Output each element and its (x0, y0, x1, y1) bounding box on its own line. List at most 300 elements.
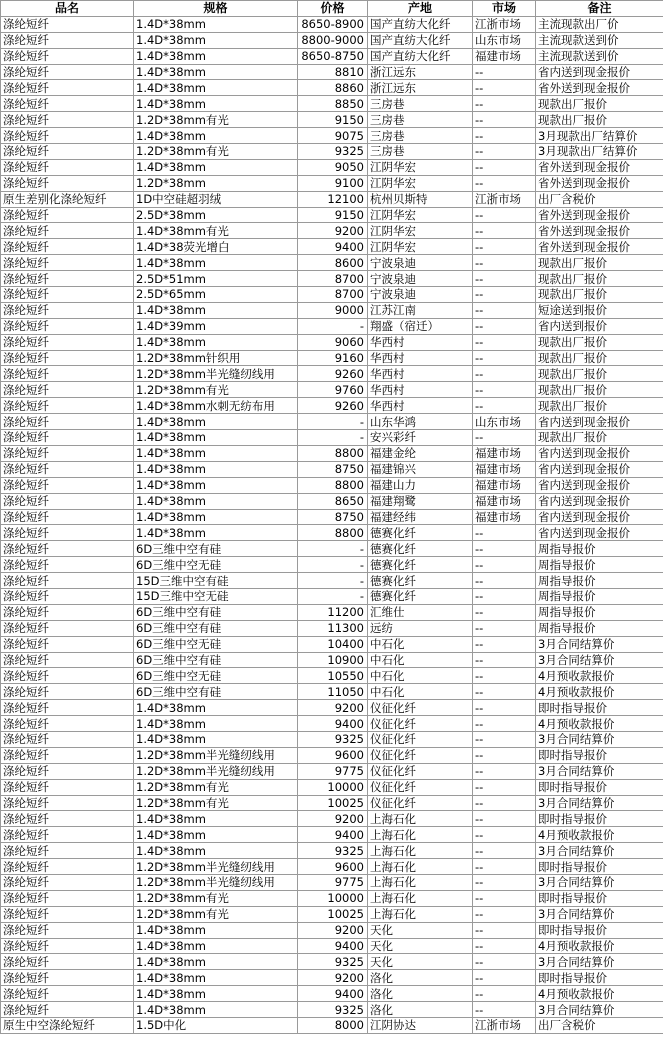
cell-market: -- (473, 588, 536, 604)
table-row (1, 382, 663, 398)
cell-price: 8800-9000 (298, 32, 368, 48)
cell-origin: 仪征化纤 (368, 779, 473, 795)
cell-origin: 三房巷 (368, 96, 473, 112)
cell-price: - (298, 414, 368, 430)
table-row (1, 684, 663, 700)
cell-remark: 3月合同结算价 (536, 636, 663, 652)
cell-price: 10900 (298, 652, 368, 668)
cell-product-name: 涤纶短纤 (1, 620, 134, 636)
cell-origin: 上海石化 (368, 906, 473, 922)
cell-remark: 现款出厂报价 (536, 255, 663, 271)
cell-remark: 省外送到现金报价 (536, 175, 663, 191)
cell-origin: 福建经纬 (368, 509, 473, 525)
cell-remark: 即时指导报价 (536, 747, 663, 763)
cell-price: 9400 (298, 827, 368, 843)
cell-remark: 主流现款送到价 (536, 48, 663, 64)
cell-spec: 1.2D*38mm半光缝纫线用 (134, 859, 298, 875)
cell-product-name: 涤纶短纤 (1, 334, 134, 350)
table-row (1, 890, 663, 906)
cell-market: -- (473, 795, 536, 811)
cell-spec: 1.4D*38mm (134, 255, 298, 271)
cell-remark: 3月合同结算价 (536, 731, 663, 747)
table-row (1, 668, 663, 684)
cell-remark: 省内送到现金报价 (536, 64, 663, 80)
table-body (1, 16, 663, 1033)
cell-product-name: 涤纶短纤 (1, 223, 134, 239)
cell-product-name: 涤纶短纤 (1, 906, 134, 922)
cell-market: -- (473, 271, 536, 287)
cell-origin: 远纺 (368, 620, 473, 636)
cell-product-name: 涤纶短纤 (1, 604, 134, 620)
header-row (1, 1, 663, 17)
cell-origin: 上海石化 (368, 874, 473, 890)
cell-market: -- (473, 954, 536, 970)
cell-market: -- (473, 747, 536, 763)
cell-price: 12100 (298, 191, 368, 207)
cell-market: -- (473, 366, 536, 382)
table-row (1, 700, 663, 716)
table-row (1, 827, 663, 843)
cell-price: 9160 (298, 350, 368, 366)
cell-price: 9325 (298, 144, 368, 160)
cell-market: -- (473, 890, 536, 906)
table-row (1, 843, 663, 859)
cell-market: 福建市场 (473, 477, 536, 493)
cell-price: 9600 (298, 859, 368, 875)
table-row (1, 191, 663, 207)
cell-product-name: 涤纶短纤 (1, 874, 134, 890)
cell-spec: 1.2D*38mm有光 (134, 112, 298, 128)
cell-remark: 4月预收款报价 (536, 716, 663, 732)
cell-origin: 国产直纺大化纤 (368, 16, 473, 32)
table-row (1, 318, 663, 334)
cell-product-name: 涤纶短纤 (1, 144, 134, 160)
cell-spec: 1.4D*38mm (134, 843, 298, 859)
cell-origin: 洛化 (368, 1002, 473, 1018)
table-row (1, 588, 663, 604)
cell-spec: 1.4D*38mm (134, 128, 298, 144)
cell-origin: 浙江远东 (368, 64, 473, 80)
cell-market: 福建市场 (473, 509, 536, 525)
cell-remark: 现款出厂报价 (536, 112, 663, 128)
cell-price: 11050 (298, 684, 368, 700)
cell-market: -- (473, 779, 536, 795)
cell-remark: 短途送到报价 (536, 302, 663, 318)
cell-market: -- (473, 604, 536, 620)
table-row (1, 731, 663, 747)
cell-origin: 德赛化纤 (368, 573, 473, 589)
cell-product-name: 涤纶短纤 (1, 938, 134, 954)
cell-market: -- (473, 970, 536, 986)
table-row (1, 922, 663, 938)
cell-market: -- (473, 986, 536, 1002)
table-row (1, 366, 663, 382)
cell-price: 9200 (298, 700, 368, 716)
cell-remark: 省外送到现金报价 (536, 223, 663, 239)
cell-spec: 1.2D*38mm (134, 175, 298, 191)
table-row (1, 64, 663, 80)
table-row (1, 302, 663, 318)
cell-product-name: 涤纶短纤 (1, 541, 134, 557)
cell-product-name: 涤纶短纤 (1, 509, 134, 525)
table-row (1, 1002, 663, 1018)
cell-product-name: 涤纶短纤 (1, 668, 134, 684)
table-row (1, 859, 663, 875)
cell-origin: 天化 (368, 954, 473, 970)
cell-origin: 宁波泉迪 (368, 271, 473, 287)
table-row (1, 716, 663, 732)
table-row (1, 747, 663, 763)
cell-product-name: 涤纶短纤 (1, 318, 134, 334)
cell-price: 9400 (298, 986, 368, 1002)
cell-product-name: 涤纶短纤 (1, 700, 134, 716)
cell-remark: 即时指导报价 (536, 890, 663, 906)
table-row (1, 112, 663, 128)
cell-origin: 中石化 (368, 668, 473, 684)
cell-price: 8810 (298, 64, 368, 80)
cell-market: -- (473, 620, 536, 636)
cell-market: -- (473, 843, 536, 859)
cell-market: -- (473, 334, 536, 350)
cell-spec: 1.4D*38mm (134, 986, 298, 1002)
cell-market: -- (473, 112, 536, 128)
cell-market: -- (473, 223, 536, 239)
cell-remark: 4月预收款报价 (536, 986, 663, 1002)
cell-origin: 德赛化纤 (368, 588, 473, 604)
cell-spec: 1.2D*38mm有光 (134, 890, 298, 906)
cell-origin: 三房巷 (368, 144, 473, 160)
cell-price: 10025 (298, 906, 368, 922)
cell-product-name: 涤纶短纤 (1, 811, 134, 827)
cell-product-name: 涤纶短纤 (1, 652, 134, 668)
cell-spec: 6D三维中空无硅 (134, 557, 298, 573)
cell-spec: 1.4D*38mm (134, 938, 298, 954)
cell-market: 福建市场 (473, 493, 536, 509)
cell-spec: 1.4D*38mm (134, 414, 298, 430)
cell-price: 9050 (298, 159, 368, 175)
table-row (1, 604, 663, 620)
cell-price: - (298, 588, 368, 604)
cell-origin: 汇维仕 (368, 604, 473, 620)
cell-remark: 省外送到现金报价 (536, 159, 663, 175)
cell-market: -- (473, 731, 536, 747)
cell-remark: 3月合同结算价 (536, 763, 663, 779)
cell-price: 8800 (298, 525, 368, 541)
cell-spec: 1.2D*38mm有光 (134, 144, 298, 160)
cell-price: 9325 (298, 954, 368, 970)
cell-product-name: 涤纶短纤 (1, 1002, 134, 1018)
cell-product-name: 涤纶短纤 (1, 445, 134, 461)
cell-spec: 1.4D*38mm (134, 509, 298, 525)
cell-market: -- (473, 763, 536, 779)
cell-spec: 1.4D*38mm (134, 1002, 298, 1018)
table-row (1, 207, 663, 223)
cell-market: -- (473, 175, 536, 191)
cell-spec: 1.4D*38mm (134, 811, 298, 827)
cell-spec: 1.4D*39mm (134, 318, 298, 334)
cell-origin: 国产直纺大化纤 (368, 48, 473, 64)
cell-price: 8850 (298, 96, 368, 112)
cell-spec: 15D三维中空有硅 (134, 573, 298, 589)
cell-spec: 1.5D中化 (134, 1018, 298, 1034)
cell-spec: 1.4D*38mm (134, 32, 298, 48)
cell-product-name: 涤纶短纤 (1, 112, 134, 128)
cell-remark: 省内送到报价 (536, 318, 663, 334)
table-row (1, 795, 663, 811)
cell-market: -- (473, 128, 536, 144)
cell-product-name: 涤纶短纤 (1, 573, 134, 589)
cell-spec: 1.4D*38mm (134, 970, 298, 986)
cell-price: - (298, 430, 368, 446)
cell-origin: 江阴华宏 (368, 239, 473, 255)
cell-spec: 1.4D*38mm水刺无纺布用 (134, 398, 298, 414)
cell-spec: 1.2D*38mm有光 (134, 795, 298, 811)
cell-market: 江浙市场 (473, 16, 536, 32)
table-row (1, 970, 663, 986)
cell-remark: 周指导报价 (536, 557, 663, 573)
cell-origin: 浙江远东 (368, 80, 473, 96)
table-row (1, 779, 663, 795)
cell-spec: 1.4D*38mm (134, 80, 298, 96)
cell-origin: 宁波泉迪 (368, 255, 473, 271)
cell-price: 9150 (298, 112, 368, 128)
cell-origin: 华西村 (368, 350, 473, 366)
cell-product-name: 涤纶短纤 (1, 747, 134, 763)
table-row (1, 541, 663, 557)
cell-price: 9200 (298, 970, 368, 986)
cell-price: 9325 (298, 1002, 368, 1018)
header-market: 市场 (473, 1, 536, 17)
cell-origin: 华西村 (368, 398, 473, 414)
cell-origin: 国产直纺大化纤 (368, 32, 473, 48)
table-row (1, 763, 663, 779)
table-row (1, 223, 663, 239)
cell-price: - (298, 573, 368, 589)
cell-remark: 省内送到现金报价 (536, 445, 663, 461)
cell-price: 9400 (298, 938, 368, 954)
table-row (1, 636, 663, 652)
cell-market: -- (473, 938, 536, 954)
cell-price: 11200 (298, 604, 368, 620)
table-row (1, 874, 663, 890)
cell-origin: 仪征化纤 (368, 716, 473, 732)
cell-remark: 周指导报价 (536, 604, 663, 620)
cell-origin: 上海石化 (368, 827, 473, 843)
cell-product-name: 涤纶短纤 (1, 636, 134, 652)
cell-origin: 翔盛（宿迁） (368, 318, 473, 334)
cell-remark: 即时指导报价 (536, 859, 663, 875)
cell-remark: 省内送到现金报价 (536, 525, 663, 541)
cell-market: -- (473, 1002, 536, 1018)
cell-price: 9400 (298, 716, 368, 732)
cell-product-name: 涤纶短纤 (1, 64, 134, 80)
table-row (1, 477, 663, 493)
cell-market: -- (473, 255, 536, 271)
cell-spec: 1.4D*38mm (134, 954, 298, 970)
cell-market: -- (473, 541, 536, 557)
cell-market: -- (473, 318, 536, 334)
cell-spec: 1.4D*38mm (134, 922, 298, 938)
cell-price: 9325 (298, 731, 368, 747)
cell-product-name: 涤纶短纤 (1, 16, 134, 32)
cell-product-name: 涤纶短纤 (1, 366, 134, 382)
header-price: 价格 (298, 1, 368, 17)
cell-market: -- (473, 716, 536, 732)
table-row (1, 414, 663, 430)
cell-market: 山东市场 (473, 414, 536, 430)
header-remark: 备注 (536, 1, 663, 17)
table-row (1, 96, 663, 112)
cell-origin: 德赛化纤 (368, 541, 473, 557)
table-row (1, 175, 663, 191)
cell-market: -- (473, 144, 536, 160)
cell-remark: 现款出厂报价 (536, 382, 663, 398)
cell-market: -- (473, 636, 536, 652)
cell-origin: 仪征化纤 (368, 747, 473, 763)
cell-remark: 现款出厂报价 (536, 96, 663, 112)
cell-price: 9260 (298, 366, 368, 382)
cell-product-name: 涤纶短纤 (1, 287, 134, 303)
cell-remark: 出厂含税价 (536, 1018, 663, 1034)
cell-spec: 1.4D*38mm (134, 716, 298, 732)
cell-remark: 主流现款送到价 (536, 32, 663, 48)
cell-spec: 1.4D*38mm (134, 700, 298, 716)
cell-price: 9100 (298, 175, 368, 191)
cell-product-name: 涤纶短纤 (1, 350, 134, 366)
cell-product-name: 涤纶短纤 (1, 763, 134, 779)
cell-origin: 福建山力 (368, 477, 473, 493)
cell-origin: 福建金纶 (368, 445, 473, 461)
cell-market: -- (473, 668, 536, 684)
cell-price: 9200 (298, 922, 368, 938)
cell-market: 福建市场 (473, 445, 536, 461)
cell-remark: 4月预收款报价 (536, 668, 663, 684)
cell-spec: 2.5D*38mm (134, 207, 298, 223)
table-row (1, 80, 663, 96)
cell-market: 山东市场 (473, 32, 536, 48)
cell-product-name: 涤纶短纤 (1, 795, 134, 811)
table-row (1, 350, 663, 366)
table-row (1, 398, 663, 414)
cell-price: 9600 (298, 747, 368, 763)
cell-market: -- (473, 525, 536, 541)
cell-remark: 省内送到现金报价 (536, 477, 663, 493)
table-row (1, 493, 663, 509)
cell-product-name: 涤纶短纤 (1, 159, 134, 175)
cell-origin: 仪征化纤 (368, 731, 473, 747)
cell-market: -- (473, 922, 536, 938)
cell-origin: 天化 (368, 938, 473, 954)
cell-remark: 现款出厂报价 (536, 287, 663, 303)
cell-remark: 省内送到现金报价 (536, 493, 663, 509)
cell-product-name: 涤纶短纤 (1, 271, 134, 287)
cell-origin: 福建锦兴 (368, 461, 473, 477)
cell-spec: 1.2D*38mm半光缝纫线用 (134, 366, 298, 382)
table-row (1, 445, 663, 461)
cell-product-name: 涤纶短纤 (1, 207, 134, 223)
cell-price: 9400 (298, 239, 368, 255)
cell-price: 10550 (298, 668, 368, 684)
cell-product-name: 涤纶短纤 (1, 302, 134, 318)
cell-market: -- (473, 64, 536, 80)
cell-market: -- (473, 159, 536, 175)
cell-price: 8800 (298, 445, 368, 461)
cell-product-name: 涤纶短纤 (1, 716, 134, 732)
cell-origin: 福建翔鹭 (368, 493, 473, 509)
cell-remark: 省外送到现金报价 (536, 80, 663, 96)
cell-product-name: 原生中空涤纶短纤 (1, 1018, 134, 1034)
table-row (1, 509, 663, 525)
cell-market: -- (473, 239, 536, 255)
cell-spec: 6D三维中空有硅 (134, 541, 298, 557)
cell-price: - (298, 557, 368, 573)
cell-spec: 1D中空硅超羽绒 (134, 191, 298, 207)
cell-remark: 现款出厂报价 (536, 366, 663, 382)
cell-origin: 江苏江南 (368, 302, 473, 318)
cell-spec: 1.4D*38mm (134, 525, 298, 541)
cell-spec: 1.2D*38mm有光 (134, 382, 298, 398)
cell-origin: 三房巷 (368, 112, 473, 128)
cell-origin: 中石化 (368, 684, 473, 700)
cell-market: -- (473, 430, 536, 446)
cell-spec: 1.4D*38mm (134, 461, 298, 477)
cell-remark: 3月合同结算价 (536, 954, 663, 970)
table-row (1, 144, 663, 160)
cell-remark: 3月现款出厂结算价 (536, 144, 663, 160)
table-row (1, 573, 663, 589)
cell-product-name: 涤纶短纤 (1, 684, 134, 700)
cell-price: 9775 (298, 763, 368, 779)
cell-market: -- (473, 302, 536, 318)
cell-product-name: 涤纶短纤 (1, 80, 134, 96)
cell-origin: 上海石化 (368, 890, 473, 906)
cell-price: 8000 (298, 1018, 368, 1034)
cell-origin: 江阴华宏 (368, 223, 473, 239)
cell-product-name: 涤纶短纤 (1, 430, 134, 446)
cell-market: -- (473, 207, 536, 223)
cell-market: 福建市场 (473, 48, 536, 64)
cell-remark: 即时指导报价 (536, 970, 663, 986)
cell-spec: 6D三维中空有硅 (134, 620, 298, 636)
table-row (1, 32, 663, 48)
cell-origin: 天化 (368, 922, 473, 938)
cell-origin: 中石化 (368, 652, 473, 668)
cell-product-name: 涤纶短纤 (1, 970, 134, 986)
cell-price: 9760 (298, 382, 368, 398)
cell-origin: 江阴协达 (368, 1018, 473, 1034)
cell-spec: 6D三维中空有硅 (134, 684, 298, 700)
table-row (1, 954, 663, 970)
cell-spec: 1.4D*38mm (134, 430, 298, 446)
cell-spec: 2.5D*51mm (134, 271, 298, 287)
cell-origin: 中石化 (368, 636, 473, 652)
cell-spec: 1.2D*38mm半光缝纫线用 (134, 874, 298, 890)
cell-spec: 1.4D*38mm (134, 302, 298, 318)
cell-market: -- (473, 573, 536, 589)
cell-spec: 1.4D*38mm (134, 159, 298, 175)
cell-remark: 周指导报价 (536, 573, 663, 589)
cell-remark: 现款出厂报价 (536, 398, 663, 414)
cell-origin: 杭州贝斯特 (368, 191, 473, 207)
cell-market: 福建市场 (473, 461, 536, 477)
cell-product-name: 涤纶短纤 (1, 493, 134, 509)
table-row (1, 128, 663, 144)
cell-remark: 省内送到现金报价 (536, 461, 663, 477)
cell-spec: 1.2D*38mm有光 (134, 779, 298, 795)
cell-origin: 仪征化纤 (368, 700, 473, 716)
cell-remark: 即时指导报价 (536, 922, 663, 938)
cell-price: 8750 (298, 461, 368, 477)
